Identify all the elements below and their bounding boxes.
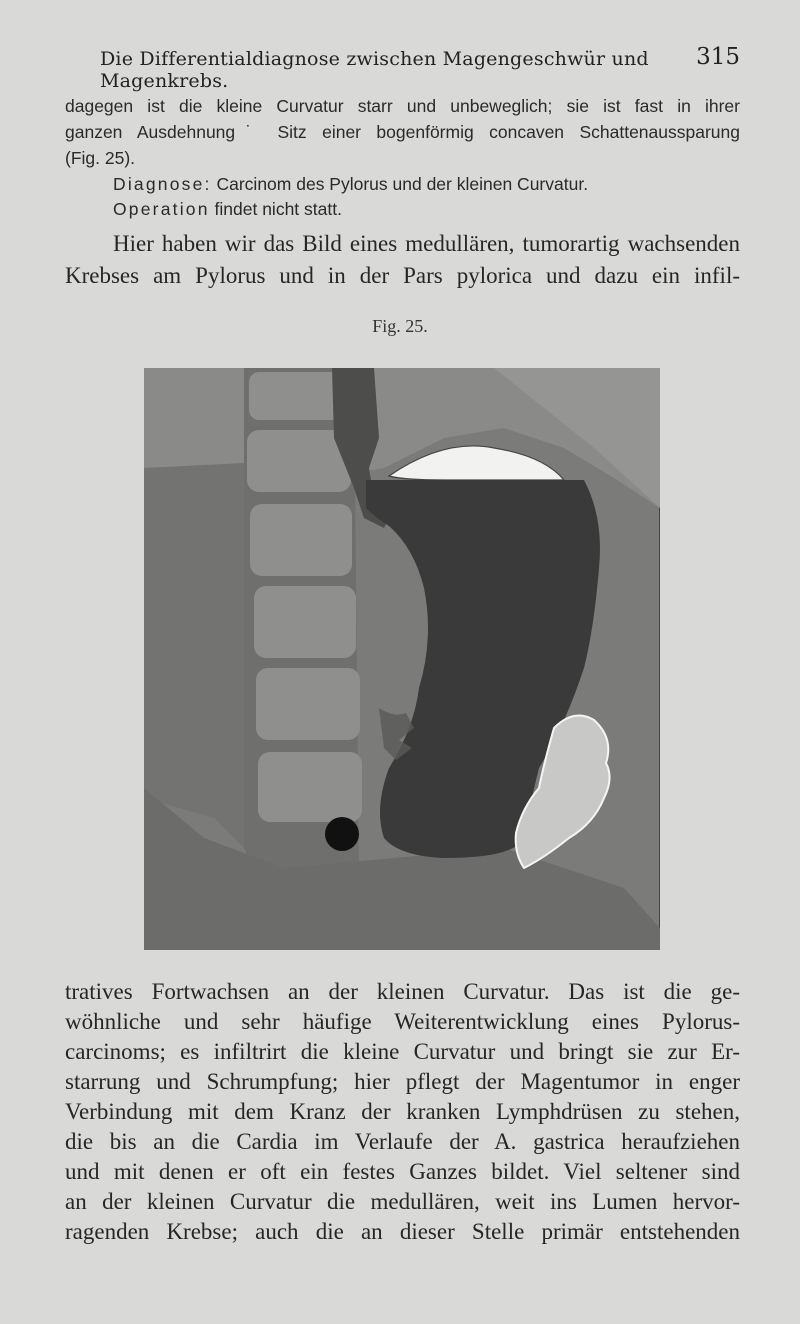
diagnose-text: Carcinom des Pylorus und der kleinen Curvatur. [216,174,589,194]
text-line: an der kleinen Curvatur die medullären, weit ins Lumen hervor- [65,1189,740,1214]
text-line: die bis an die Cardia im Verlaufe der A. gastrica heraufziehen [65,1129,740,1154]
text-line: ragenden Krebse; auch die an dieser Stelle primär entstehenden [65,1219,740,1244]
text-line: carcinoms; es infiltrirt die kleine Curvatur und bringt sie zur Er- [65,1039,740,1064]
figure-caption: Fig. 25. [372,316,428,336]
text-line: tratives Fortwachsen an der kleinen Curvatur. Das ist die ge- [65,979,740,1004]
running-header [100,42,740,92]
diagnose-line [113,174,673,195]
xray-figure [144,368,660,950]
text-line: Verbindung mit dem Kranz der kranken Lymphdrüsen zu stehen, [65,1099,740,1124]
operation-text: findet nicht statt. [214,199,342,219]
text-line: starrung und Schrumpfung; hier pflegt der Magentumor in enger [65,1069,740,1094]
page-number: 315 [696,44,740,70]
text-line: und mit denen er oft ein festes Ganzes bildet. Viel seltener sind [65,1159,740,1184]
text-line: (Fig. 25). [65,148,136,168]
operation-line [113,199,673,220]
operation-label: Operation [113,199,210,219]
text-line: Hier haben wir das Bild eines medullären, tumorartig wachsenden [113,231,740,256]
running-title: Die Differentialdiagnose zwischen Magengeschwür und Magenkrebs. [100,48,649,92]
text-line: Krebses am Pylorus und in der Pars pylorica und dazu ein infil- [65,263,740,288]
text-line: dagegen ist die kleine Curvatur starr und unbeweglich; sie ist fast in ihrer [65,96,740,116]
diagnose-label: Diagnose: [113,174,212,194]
text-line: ganzen Ausdehnung˙ Sitz einer bogenförmig concaven Schattenaussparung [65,122,740,142]
text-line: wöhnliche und sehr häufige Weiterentwicklung eines Pylorus- [65,1009,740,1034]
